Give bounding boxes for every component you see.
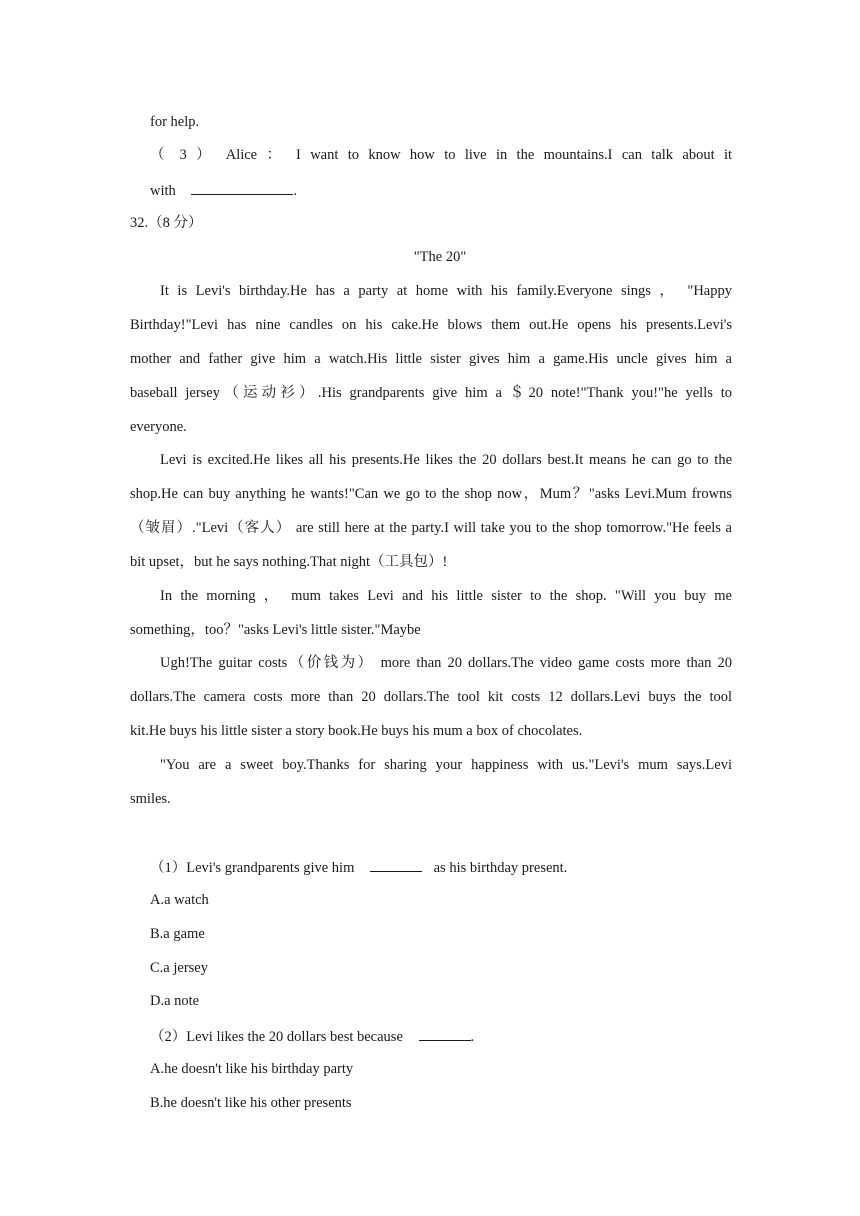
sub-question-2-suffix: . <box>470 1029 475 1045</box>
passage-line: baseball jersey（运动衫）.His grandparents give him a ＄20 note!"Thank you!"he yells to <box>130 385 732 401</box>
option-c[interactable]: C.a jersey <box>150 960 208 976</box>
prev-question-3-text: Alice ： I want to know how to live in the mountains.I can talk about it <box>225 147 732 163</box>
prev-question-3-prefix: （ 3 ） <box>150 147 217 163</box>
passage-line: shop.He can buy anything he wants!"Can we go to the shop now，Mum？"asks Levi.Mum frowns <box>130 486 732 502</box>
prev-question-3-period: . <box>293 183 298 199</box>
option-b[interactable]: B.he doesn't like his other presents <box>150 1095 352 1111</box>
prev-question-3 <box>150 146 732 164</box>
sub-question-1-suffix: as his birthday present. <box>433 860 568 876</box>
prev-question-line-end: for help. <box>150 114 200 130</box>
passage-line: everyone. <box>130 419 187 435</box>
passage-line: smiles. <box>130 791 171 807</box>
option-d[interactable]: D.a note <box>150 993 200 1009</box>
answer-blank[interactable] <box>191 180 293 195</box>
passage-line: In the morning ， mum takes Levi and his little sister to the shop. "Will you buy me <box>160 588 732 604</box>
sub-question-1-prefix: （1）Levi's grandparents give him <box>150 860 355 876</box>
passage-line: kit.He buys his little sister a story book.He buys his mum a box of chocolates. <box>130 723 583 739</box>
sub-question-2-prefix: （2）Levi likes the 20 dollars best because <box>150 1029 403 1045</box>
option-a[interactable]: A.a watch <box>150 892 209 908</box>
passage-line: It is Levi's birthday.He has a party at home with his family.Everyone sings ， "Happy <box>160 283 732 299</box>
passage-title: "The 20" <box>413 249 467 265</box>
question-number: 32.（8 分） <box>130 215 203 231</box>
passage-line: bit upset，but he says nothing.That night（工具包）! <box>130 554 448 570</box>
prev-question-3-with: with <box>150 183 176 199</box>
passage-line: Ugh!The guitar costs（价钱为） more than 20 dollars.The video game costs more than 20 <box>160 655 732 671</box>
option-b[interactable]: B.a game <box>150 926 205 942</box>
passage-line: mother and father give him a watch.His little sister gives him a game.His uncle gives him a <box>130 351 732 367</box>
prev-question-3-with-line <box>150 180 297 200</box>
answer-blank[interactable] <box>419 1026 471 1041</box>
sub-question-1 <box>150 857 567 877</box>
passage-line: Birthday!"Levi has nine candles on his cake.He blows them out.He opens his presents.Levi's <box>130 317 732 333</box>
option-a[interactable]: A.he doesn't like his birthday party <box>150 1061 354 1077</box>
passage-line: （皱眉）."Levi（客人） are still here at the party.I will take you to the shop tomorrow."He feels a <box>130 520 732 536</box>
answer-blank[interactable] <box>370 857 422 872</box>
passage-line: "You are a sweet boy.Thanks for sharing your happiness with us."Levi's mum says.Levi <box>160 757 732 773</box>
passage-line: something，too？"asks Levi's little sister."Maybe <box>130 622 421 638</box>
passage-line: Levi is excited.He likes all his presents.He likes the 20 dollars best.It means he can go to the <box>160 452 732 468</box>
sub-question-2 <box>150 1026 474 1046</box>
passage-line: dollars.The camera costs more than 20 dollars.The tool kit costs 12 dollars.Levi buys the tool <box>130 689 732 705</box>
